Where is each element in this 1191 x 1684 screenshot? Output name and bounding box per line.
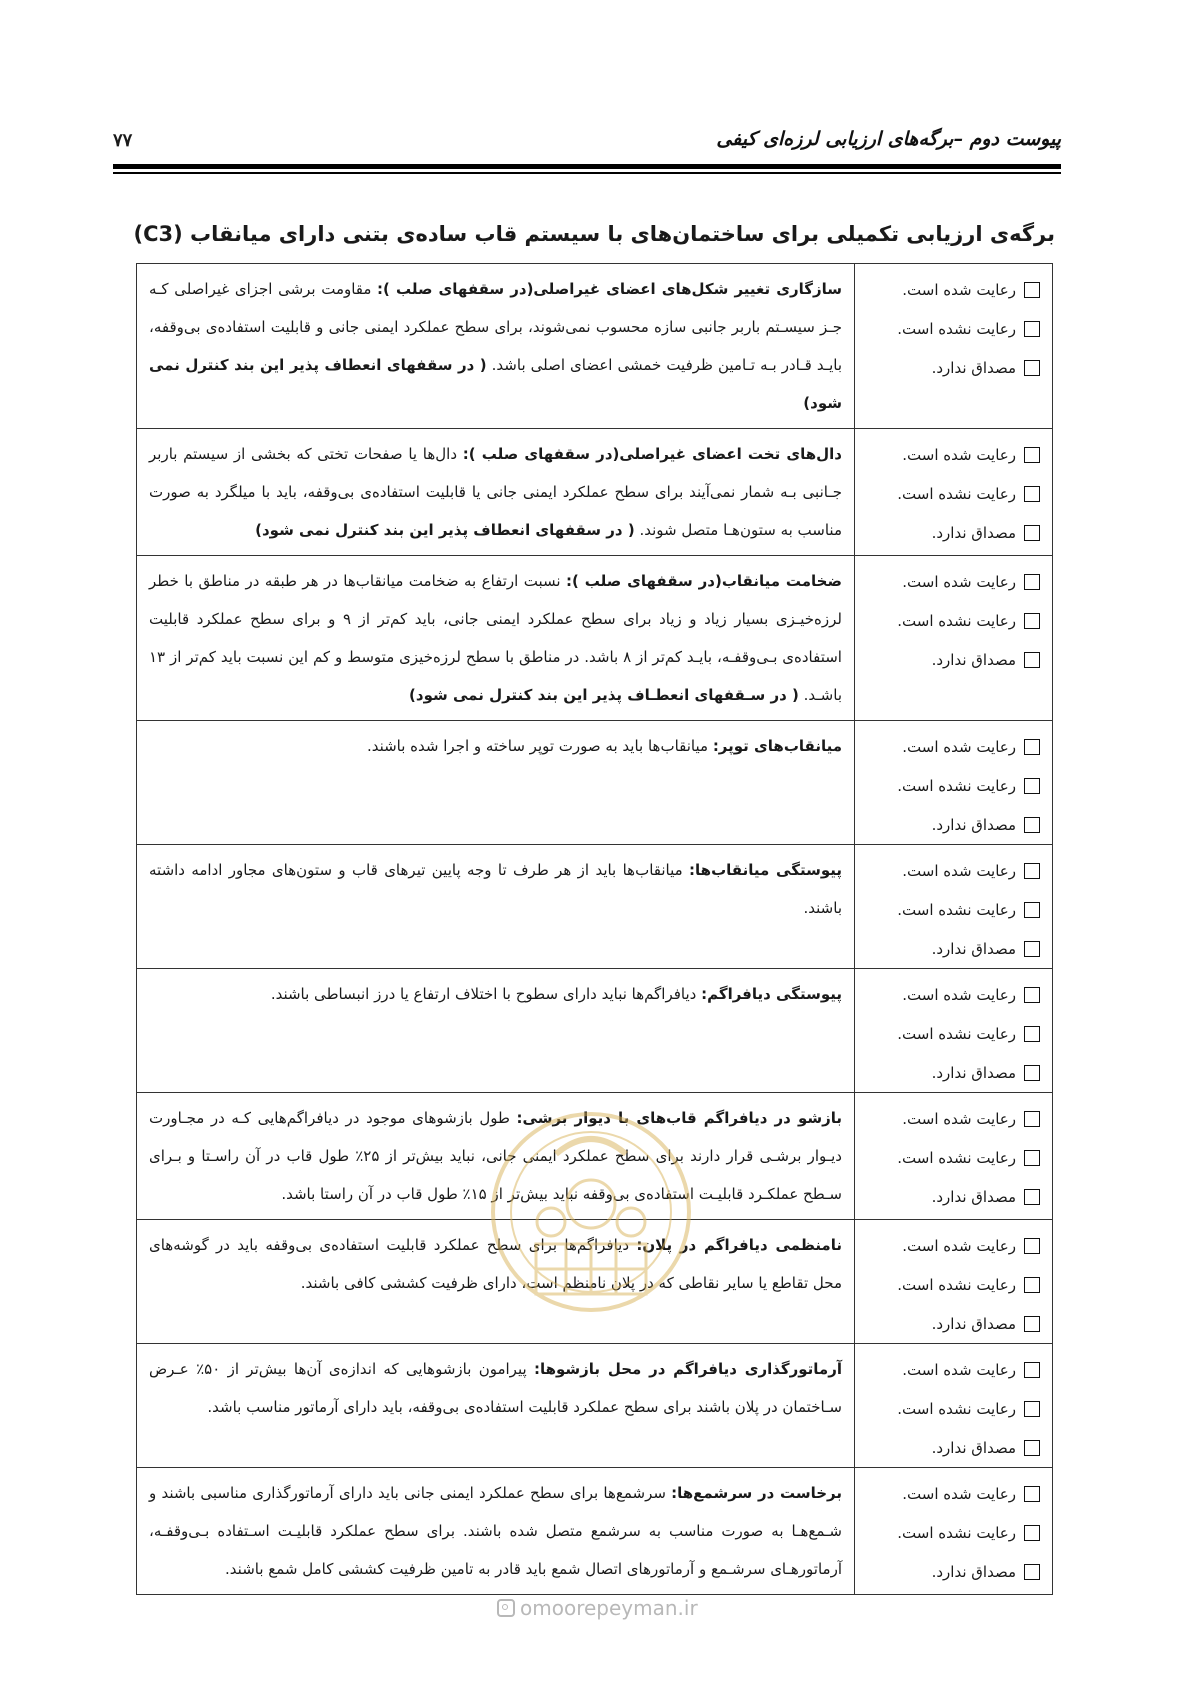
checkbox[interactable] [1024,1486,1040,1502]
checkbox[interactable] [1024,1401,1040,1417]
option-complied[interactable] [865,1350,1040,1389]
checklist-row [137,264,1053,429]
option-complied[interactable] [865,1474,1040,1513]
option-label: مصداق ندارد. [931,1562,1016,1581]
option-label: مصداق ندارد. [931,1314,1016,1333]
option-not-applicable[interactable] [865,513,1040,552]
option-not-applicable[interactable] [865,1428,1040,1467]
option-label: رعایت نشده است. [897,1523,1016,1542]
checkbox[interactable] [1024,486,1040,502]
item-description [137,1093,855,1220]
options-cell [855,429,1053,556]
option-label: رعایت نشده است. [897,1399,1016,1418]
checkbox[interactable] [1024,525,1040,541]
option-label: رعایت شده است. [902,1109,1016,1128]
option-not-applicable[interactable] [865,348,1040,387]
page-header [113,128,1061,156]
options-cell [855,969,1053,1093]
checklist-row [137,845,1053,969]
option-not-complied[interactable] [865,1138,1040,1177]
option-label: رعایت نشده است. [897,900,1016,919]
option-not-applicable[interactable] [865,1552,1040,1591]
option-label: رعایت شده است. [902,1360,1016,1379]
option-not-complied[interactable] [865,474,1040,513]
header-rule-thick [113,164,1061,169]
checklist-row [137,1468,1053,1595]
item-body: دال‌ها یا صفحات تختی که بخشی از سیستم باربر جـانبی بـه شمار نمی‌آیند برای سطح عملکرد ایمنی جانی یا قابلیت استفاده‌ی بی‌وقفه، باید با میلگرد به صورت مناسب به ستون‌هـا متصل شوند. [149,445,842,539]
checkbox[interactable] [1024,739,1040,755]
options-cell [855,845,1053,969]
item-title: آرماتورگذاری دیافراگم در محل بازشوها: [533,1360,842,1378]
item-description [137,845,855,969]
site-url-text: omoorepeyman.ir [520,1596,698,1620]
options-cell [855,721,1053,845]
checkbox[interactable] [1024,1564,1040,1580]
checkbox[interactable] [1024,1189,1040,1205]
option-label: رعایت شده است. [902,1484,1016,1503]
checklist-row [137,1093,1053,1220]
checkbox[interactable] [1024,941,1040,957]
option-label: رعایت نشده است. [897,1275,1016,1294]
checkbox[interactable] [1024,613,1040,629]
checkbox[interactable] [1024,360,1040,376]
item-title: نامنظمی دیافراگم در پلان: [636,1236,842,1254]
checkbox[interactable] [1024,1111,1040,1127]
item-description [137,556,855,721]
item-body: میانقاب‌ها باید از هر طرف تا وجه پایین تیرهای قاب و ستون‌های مجاور ادامه داشته باشند. [149,861,842,917]
item-body: نسبت ارتفاع به ضخامت میانقاب‌ها در هر طبقه در مناطق با خطر لرزه‌خیـزی بسیار زیاد و زیاد برای سطح عملکرد ایمنی جانی، باید کم‌تر از ۹ و برای سطح عملکرد قابلیت استفاده‌ی بـی‌وقفـه، بایـد کم‌تر از ۸ باشد. در مناطق با سطح لرزه‌خیزی متوسط و کم این نسبت باید کم‌تر از ۱۳ باشـد. [149,572,842,704]
option-label: مصداق ندارد. [931,650,1016,669]
item-description [137,721,855,845]
option-label: رعایت شده است. [902,985,1016,1004]
item-description [137,1468,855,1595]
item-description [137,429,855,556]
checkbox[interactable] [1024,652,1040,668]
option-complied[interactable] [865,727,1040,766]
option-label: رعایت نشده است. [897,1148,1016,1167]
checkbox[interactable] [1024,1026,1040,1042]
option-not-applicable[interactable] [865,1304,1040,1343]
options-cell [855,1093,1053,1220]
option-not-applicable[interactable] [865,1177,1040,1216]
option-label: مصداق ندارد. [931,939,1016,958]
item-body: پیرامون بازشوهایی که اندازه‌ی آن‌ها بیش‌تر از ۵۰٪ عـرض سـاختمان در پلان باشند برای سطح عملکرد قابلیت استفاده‌ی بی‌وقفه، باید دارای آرماتور مناسب باشد. [149,1360,842,1416]
option-complied[interactable] [865,270,1040,309]
option-label: رعایت شده است. [902,445,1016,464]
checkbox[interactable] [1024,321,1040,337]
checklist-row [137,1344,1053,1468]
options-cell [855,556,1053,721]
option-complied[interactable] [865,851,1040,890]
option-not-applicable[interactable] [865,929,1040,968]
item-title: میانقاب‌های توپر: [712,737,842,755]
option-not-complied[interactable] [865,601,1040,640]
item-title: برخاست در سرشمع‌ها: [671,1484,842,1502]
option-not-applicable[interactable] [865,805,1040,844]
checkbox[interactable] [1024,817,1040,833]
item-description [137,969,855,1093]
option-complied[interactable] [865,975,1040,1014]
checkbox[interactable] [1024,447,1040,463]
option-label: رعایت نشده است. [897,776,1016,795]
header-title: پیوست دوم –برگه‌های ارزیابی لرزه‌ای کیفی [716,128,1061,150]
option-label: رعایت شده است. [902,280,1016,299]
checkbox[interactable] [1024,1316,1040,1332]
item-body: طول بازشوهای موجود در دیافراگم‌هایی کـه در مجـاورت دیـوار برشـی قرار دارند برای سطح عملکرد ایمنی جانی، نباید بیش‌تر از ۲۵٪ طول قاب در آن راسـتا و بـرای سـطح عملکـرد قابلیـت استفاده‌ی بی‌وقفه نباید بیش‌تر از ۱۵٪ طول قاب در آن راستا باشد. [149,1109,842,1203]
checkbox[interactable] [1024,863,1040,879]
checkbox[interactable] [1024,282,1040,298]
item-body: مقاومت برشی اجزای غیراصلی کـه جـز سیسـتم باربر جانبی سازه محسوب نمی‌شوند، برای سطح عملکرد ایمنی جانی و قابلیت استفاده‌ی بی‌وقفه، بایـد قـادر بـه تـامین ظرفیت خمشی اعضای اصلی باشد. [149,280,843,374]
option-complied[interactable] [865,562,1040,601]
item-body: دیافراگم‌ها برای سطح عملکرد قابلیت استفاده‌ی بی‌وقفه باید در گوشه‌های محل تقاطع یا سایر نقاطی که در پلان نامنظم است، دارای ظرفیت کششی کافی باشند. [149,1236,842,1292]
checkbox[interactable] [1024,1440,1040,1456]
option-label: رعایت نشده است. [897,1024,1016,1043]
checkbox[interactable] [1024,1150,1040,1166]
item-description [137,1220,855,1344]
option-not-complied[interactable] [865,309,1040,348]
checklist-row [137,1220,1053,1344]
option-label: رعایت شده است. [902,1236,1016,1255]
checkbox[interactable] [1024,1277,1040,1293]
instagram-icon [497,1599,515,1617]
item-title: پیوستگی میانقاب‌ها: [689,861,842,879]
item-title: ضخامت میانقاب(در سقفهای صلب ): [566,572,842,590]
option-not-applicable[interactable] [865,1053,1040,1092]
item-title: پیوستگی دیافراگم: [701,985,842,1003]
checkbox[interactable] [1024,1065,1040,1081]
item-body: دیافراگم‌ها نباید دارای سطوح با اختلاف ارتفاع یا درز انبساطی باشند. [270,985,702,1003]
option-label: رعایت نشده است. [897,611,1016,630]
checkbox[interactable] [1024,574,1040,590]
item-note: ( در سـقفهای انعطـاف پذیر این بند کنترل نمی شود) [409,686,799,704]
header-rule-thin [113,172,1061,174]
checklist-row [137,429,1053,556]
checkbox[interactable] [1024,1238,1040,1254]
checklist-row [137,969,1053,1093]
option-label: رعایت نشده است. [897,319,1016,338]
option-label: مصداق ندارد. [931,1438,1016,1457]
item-title: سازگاری تغییر شکل‌های اعضای غیراصلی(در سقفهای صلب ): [377,280,842,298]
option-not-complied[interactable] [865,1265,1040,1304]
option-label: مصداق ندارد. [931,358,1016,377]
option-complied[interactable] [865,1226,1040,1265]
item-body: سرشمع‌ها برای سطح عملکرد ایمنی جانی باید دارای آرماتورگذاری مناسبی باشند و شـمع‌هـا به صورت مناسب به سرشمع متصل شده باشند. برای سطح عملکرد قابلیـت اسـتفاده بـی‌وقفـه، آرماتورهـای سرشـمع و آرماتورهای اتصال شمع باید قادر به تامین ظرفیت کششی کامل شمع باشند. [149,1484,842,1578]
item-body: میانقاب‌ها باید به صورت توپر ساخته و اجرا شده باشند. [366,737,713,755]
option-complied[interactable] [865,435,1040,474]
options-cell [855,264,1053,429]
option-label: رعایت شده است. [902,572,1016,591]
option-label: مصداق ندارد. [931,1063,1016,1082]
option-complied[interactable] [865,1099,1040,1138]
options-cell [855,1344,1053,1468]
option-not-complied[interactable] [865,890,1040,929]
option-label: مصداق ندارد. [931,815,1016,834]
option-label: مصداق ندارد. [931,1187,1016,1206]
options-cell [855,1468,1053,1595]
item-description [137,1344,855,1468]
checkbox[interactable] [1024,1525,1040,1541]
item-description [137,264,855,429]
options-cell [855,1220,1053,1344]
checklist-table [136,263,1053,1595]
option-label: رعایت نشده است. [897,484,1016,503]
option-not-applicable[interactable] [865,640,1040,679]
site-url [497,1596,698,1620]
checklist-row [137,556,1053,721]
checkbox[interactable] [1024,778,1040,794]
item-title: بازشو در دیافراگم قاب‌های با دیوار برشی: [516,1109,843,1127]
option-not-complied[interactable] [865,1513,1040,1552]
option-label: رعایت شده است. [902,737,1016,756]
item-title: دال‌های تخت اعضای غیراصلی(در سقفهای صلب ): [462,445,843,463]
item-note: ( در سقفهای انعطاف پذیر این بند کنترل نمی شود) [149,356,842,412]
checkbox[interactable] [1024,902,1040,918]
checkbox[interactable] [1024,987,1040,1003]
item-note: ( در سقفهای انعطاف پذیر این بند کنترل نمی شود) [255,521,635,539]
option-not-complied[interactable] [865,1389,1040,1428]
checklist-row [137,721,1053,845]
page-number: ۷۷ [113,130,133,151]
option-not-complied[interactable] [865,766,1040,805]
option-not-complied[interactable] [865,1014,1040,1053]
option-label: رعایت شده است. [902,861,1016,880]
option-label: مصداق ندارد. [931,523,1016,542]
checkbox[interactable] [1024,1362,1040,1378]
form-title: برگه‌ی ارزیابی تکمیلی برای ساختمان‌های با سیستم قاب ساده‌ی بتنی دارای میانقاب (C3) [133,222,1055,246]
